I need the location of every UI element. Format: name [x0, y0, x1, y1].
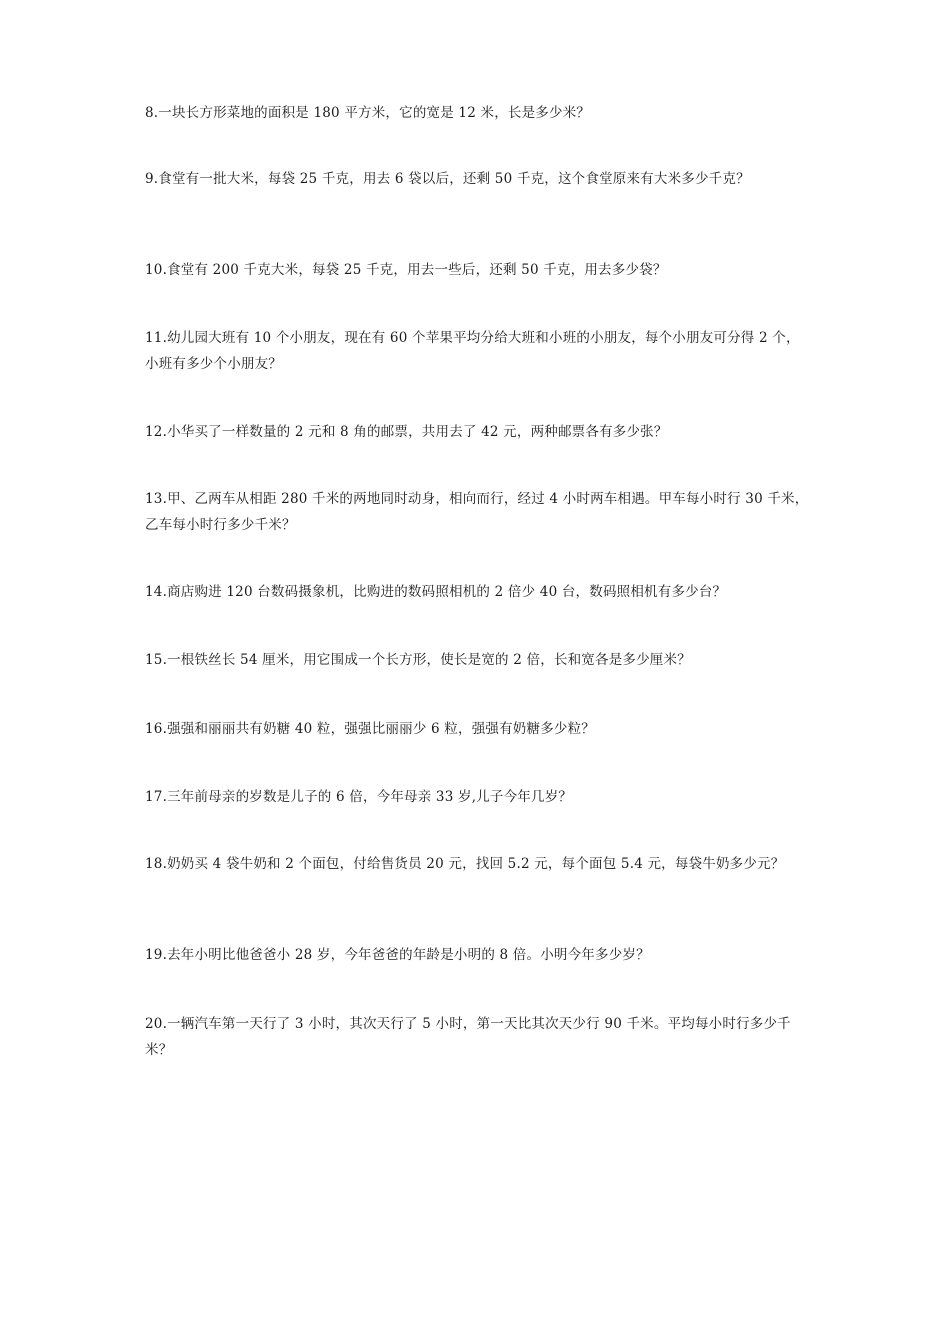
problem-15: 15.一根铁丝长 54 厘米，用它围成一个长方形，使长是宽的 2 倍，长和宽各是多少厘米？	[145, 652, 691, 668]
problem-13: 13.甲、乙两车从相距 280 千米的两地同时动身，相向而行，经过 4 小时两车相遇。甲车每小时行 30 千米，乙车每小时行多少千米？	[145, 491, 809, 533]
problem-12: 12.小华买了一样数量的 2 元和 8 角的邮票，共用去了 42 元，两种邮票各有多少张？	[145, 424, 668, 440]
problem-18: 18.奶奶买 4 袋牛奶和 2 个面包，付给售货员 20 元，找回 5.2 元，每个面包 5.4 元，每袋牛奶多少元？	[145, 856, 785, 872]
problem-8: 8.一块长方形菜地的面积是 180 平方米，它的宽是 12 米，长是多少米？	[145, 105, 591, 121]
problem-11: 11.幼儿园大班有 10 个小朋友，现在有 60 个苹果平均分给大班和小班的小朋友，每个小朋友可分得 2 个，小班有多少个小朋友？	[145, 330, 800, 372]
problem-16: 16.强强和丽丽共有奶糖 40 粒，强强比丽丽少 6 粒，强强有奶糖多少粒？	[145, 721, 596, 737]
problem-9: 9.食堂有一批大米，每袋 25 千克，用去 6 袋以后，还剩 50 千克，这个食堂原来有大米多少千克？	[145, 171, 750, 187]
problem-20: 20.一辆汽车第一天行了 3 小时，其次天行了 5 小时，第一天比其次天少行 90 千米。平均每小时行多少千米？	[145, 1016, 791, 1058]
problem-17: 17.三年前母亲的岁数是儿子的 6 倍，今年母亲 33 岁,儿子今年几岁？	[145, 789, 573, 805]
problem-14: 14.商店购进 120 台数码摄象机，比购进的数码照相机的 2 倍少 40 台，数码照相机有多少台？	[145, 584, 727, 600]
problem-19: 19.去年小明比他爸爸小 28 岁，今年爸爸的年龄是小明的 8 倍。小明今年多少岁？	[145, 947, 650, 963]
problem-10: 10.食堂有 200 千克大米，每袋 25 千克，用去一些后，还剩 50 千克，用去多少袋？	[145, 262, 667, 278]
